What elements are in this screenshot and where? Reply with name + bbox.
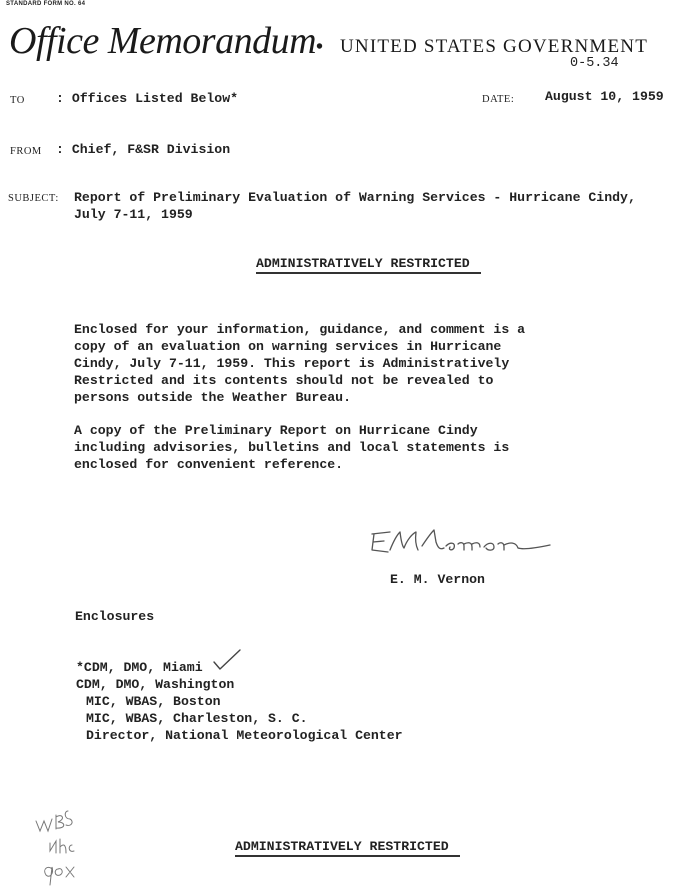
handwritten-notes (30, 795, 110, 880)
body-line: persons outside the Weather Bureau. (74, 390, 351, 405)
restriction-underline-bottom (235, 855, 460, 857)
body-line: A copy of the Preliminary Report on Hurricane Cindy (74, 423, 478, 438)
checkmark-icon (212, 648, 242, 672)
to-label: TO (10, 95, 25, 106)
distribution-item: *CDM, DMO, Miami (76, 660, 203, 675)
file-code: 0-5.34 (570, 56, 619, 71)
handwritten-signature (360, 520, 560, 570)
body-line: Restricted and its contents should not be revealed to (74, 373, 494, 388)
body-line: including advisories, bulletins and local statements is (74, 440, 510, 455)
from-value: : Chief, F&SR Division (56, 142, 231, 157)
date-label: DATE: (482, 94, 515, 105)
date-value: August 10, 1959 (545, 89, 664, 104)
body-paragraph-2 (74, 422, 509, 473)
body-line: Cindy, July 7-11, 1959. This report is Administratively (74, 356, 510, 371)
body-paragraph-1 (74, 321, 525, 406)
agency-name: UNITED STATES GOVERNMENT (340, 36, 649, 57)
restriction-notice-bottom: ADMINISTRATIVELY RESTRICTED (235, 839, 449, 854)
body-line: enclosed for convenient reference. (74, 457, 344, 472)
restriction-underline-top (256, 272, 481, 274)
body-line: copy of an evaluation on warning services in Hurricane (74, 339, 502, 354)
subject-line-1: Report of Preliminary Evaluation of Warning Services - Hurricane Cindy, (74, 190, 636, 205)
distribution-item: MIC, WBAS, Charleston, S. C. (86, 711, 308, 726)
distribution-item: CDM, DMO, Washington (76, 677, 235, 692)
memo-title: Office Memorandum (9, 20, 317, 62)
enclosures-label: Enclosures (75, 609, 155, 624)
to-value: : Offices Listed Below* (56, 91, 239, 106)
from-label: FROM (10, 146, 42, 157)
subject-line-2: July 7-11, 1959 (74, 207, 193, 222)
distribution-item: MIC, WBAS, Boston (86, 694, 221, 709)
form-number: STANDARD FORM NO. 64 (6, 1, 86, 7)
typed-signature-name: E. M. Vernon (390, 572, 485, 587)
subject-label: SUBJECT: (8, 193, 59, 204)
distribution-item: Director, National Meteorological Center (86, 728, 403, 743)
body-line: Enclosed for your information, guidance, and comment is a (74, 322, 526, 337)
title-separator: • (316, 36, 324, 58)
restriction-notice-top: ADMINISTRATIVELY RESTRICTED (256, 256, 470, 271)
